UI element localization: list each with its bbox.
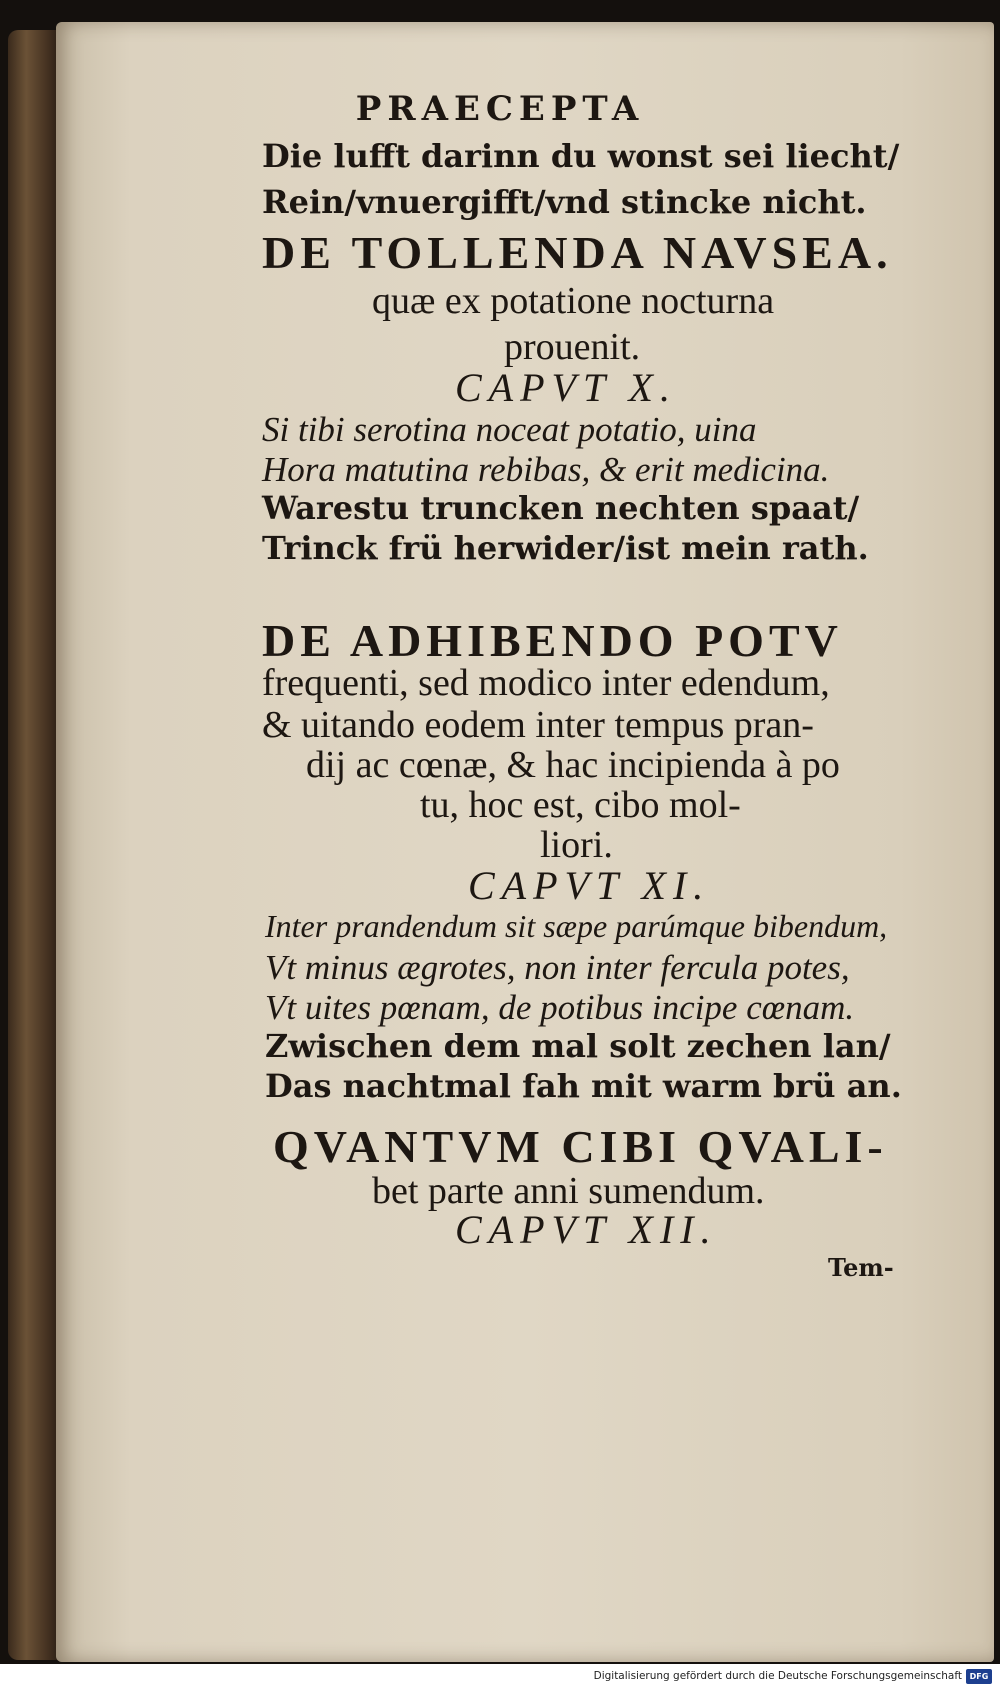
chapter-heading: CAPVT XII. — [455, 1207, 718, 1252]
catchword: Tem- — [828, 1253, 894, 1282]
text-line: Trinck frü herwider/ist mein rath. — [262, 529, 869, 567]
section-title: DE TOLLENDA NAVSEA. — [262, 227, 893, 278]
verse-line: Vt minus ægrotes, non inter fercula potes, — [265, 948, 850, 987]
text-line: quæ ex potatione nocturna — [372, 280, 775, 322]
footer-bar — [0, 1664, 1000, 1691]
chapter-heading: CAPVT XI. — [468, 863, 711, 908]
text-line: bet parte anni sumendum. — [372, 1170, 765, 1212]
verse-line: Inter prandendum sit sæpe parúmque bibendum, — [265, 908, 888, 944]
text-line: tu, hoc est, cibo mol- — [420, 784, 741, 826]
text-line: frequenti, sed modico inter edendum, — [262, 662, 830, 704]
verse-line: Hora matutina rebibas, & erit medicina. — [262, 450, 830, 489]
text-line: Die lufft darinn du wonst sei liecht/ — [262, 137, 900, 175]
verse-line: Vt uites pœnam, de potibus incipe cœnam. — [265, 988, 855, 1027]
text-line: dij ac cœnæ, & hac incipienda à po — [306, 744, 840, 786]
section-title: QVANTVM CIBI QVALI- — [273, 1121, 888, 1172]
footer-credit: Digitalisierung gefördert durch die Deutsche Forschungsgemeinschaft — [593, 1670, 962, 1682]
dfg-logo-icon: DFG — [966, 1669, 992, 1684]
chapter-heading: CAPVT X. — [455, 365, 677, 410]
text-line: Warestu truncken nechten spaat/ — [262, 489, 860, 527]
text-line: liori. — [540, 824, 613, 866]
text-line: & uitando eodem inter tempus pran- — [262, 704, 814, 746]
text-line: Zwischen dem mal solt zechen lan/ — [265, 1027, 891, 1065]
verse-line: Si tibi serotina noceat potatio, uina — [262, 410, 757, 449]
text-line: prouenit. — [504, 326, 641, 368]
section-title: DE ADHIBENDO POTV — [262, 615, 843, 666]
book-spine — [8, 30, 60, 1660]
text-line: Das nachtmal fah mit warm brü an. — [265, 1067, 902, 1105]
running-head: PRAECEPTA — [355, 89, 645, 129]
text-line: Rein/vnuergifft/vnd stincke nicht. — [262, 183, 867, 221]
